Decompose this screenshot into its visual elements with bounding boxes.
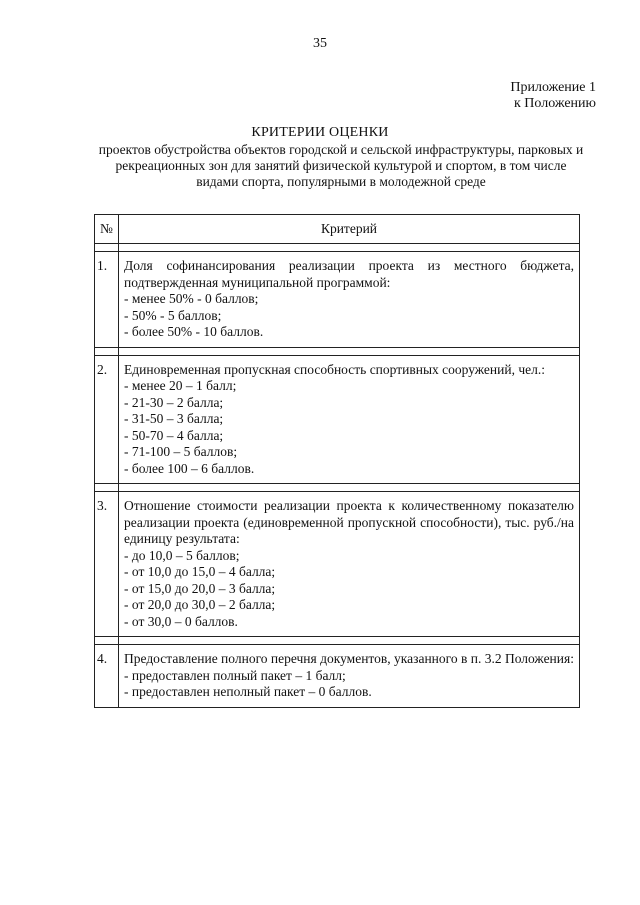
table-header-row xyxy=(95,215,580,244)
criterion-cell xyxy=(119,355,580,484)
score-option: - от 10,0 до 15,0 – 4 балла; xyxy=(124,564,276,579)
row-number: 2. xyxy=(95,355,119,484)
score-option: - более 50% - 10 баллов. xyxy=(124,324,264,339)
score-option: - предоставлен неполный пакет – 0 баллов. xyxy=(124,684,372,699)
score-option: - предоставлен полный пакет – 1 балл; xyxy=(124,667,346,683)
score-option: - менее 20 – 1 балл; xyxy=(124,378,237,393)
appendix-line-1: Приложение 1 xyxy=(510,80,596,95)
score-option: - менее 50% - 0 баллов; xyxy=(124,291,259,306)
score-option: - до 10,0 – 5 баллов; xyxy=(124,547,240,563)
table-spacer-row xyxy=(95,484,580,492)
document-title: КРИТЕРИИ ОЦЕНКИ xyxy=(251,125,389,140)
row-number: 3. xyxy=(95,492,119,637)
table-row xyxy=(95,645,580,708)
score-option: - от 30,0 – 0 баллов. xyxy=(124,613,238,629)
criterion-text: Единовременная пропускная способность спортивных сооружений, чел.: xyxy=(124,361,545,377)
criterion-cell xyxy=(119,645,580,708)
criterion-text: Отношение стоимости реализации проекта к количественному показателю реализации проекта (единовременной пропускной способности), тыс. руб./на единицу результата: xyxy=(124,498,574,546)
row-number: 1. xyxy=(95,252,119,348)
table-spacer-row xyxy=(95,347,580,355)
table-spacer-row xyxy=(95,637,580,645)
score-option: - от 20,0 до 30,0 – 2 балла; xyxy=(124,597,276,612)
document-subtitle: проектов обустройства объектов городской и сельской инфраструктуры, парковых и рекреационных зон для занятий физической культурой и спортом, в том числе видами спорта, популярными в молодежной среде xyxy=(98,142,584,189)
criteria-table xyxy=(94,214,580,708)
appendix-reference xyxy=(510,80,596,112)
table-row xyxy=(95,252,580,348)
score-option: - более 100 – 6 баллов. xyxy=(124,460,255,476)
score-option: - 50% - 5 баллов; xyxy=(124,307,222,323)
page-number: 35 xyxy=(313,36,327,51)
score-option: - 50-70 – 4 балла; xyxy=(124,427,224,443)
criterion-cell xyxy=(119,492,580,637)
criterion-text: Доля софинансирования реализации проекта из местного бюджета, подтвержденная муниципальной программой: xyxy=(124,258,574,290)
score-option: - от 15,0 до 20,0 – 3 балла; xyxy=(124,580,276,596)
table-row xyxy=(95,492,580,637)
score-option: - 21-30 – 2 балла; xyxy=(124,394,224,410)
criterion-cell xyxy=(119,252,580,348)
criterion-text: Предоставление полного перечня документов, указанного в п. 3.2 Положения: xyxy=(124,651,574,666)
score-option: - 71-100 – 5 баллов; xyxy=(124,444,238,459)
header-number: № xyxy=(95,215,119,244)
row-number: 4. xyxy=(95,645,119,708)
header-criterion: Критерий xyxy=(119,215,580,244)
appendix-line-2: к Положению xyxy=(513,96,596,111)
table-row xyxy=(95,355,580,484)
table-spacer-row xyxy=(95,244,580,252)
score-option: - 31-50 – 3 балла; xyxy=(124,411,224,426)
